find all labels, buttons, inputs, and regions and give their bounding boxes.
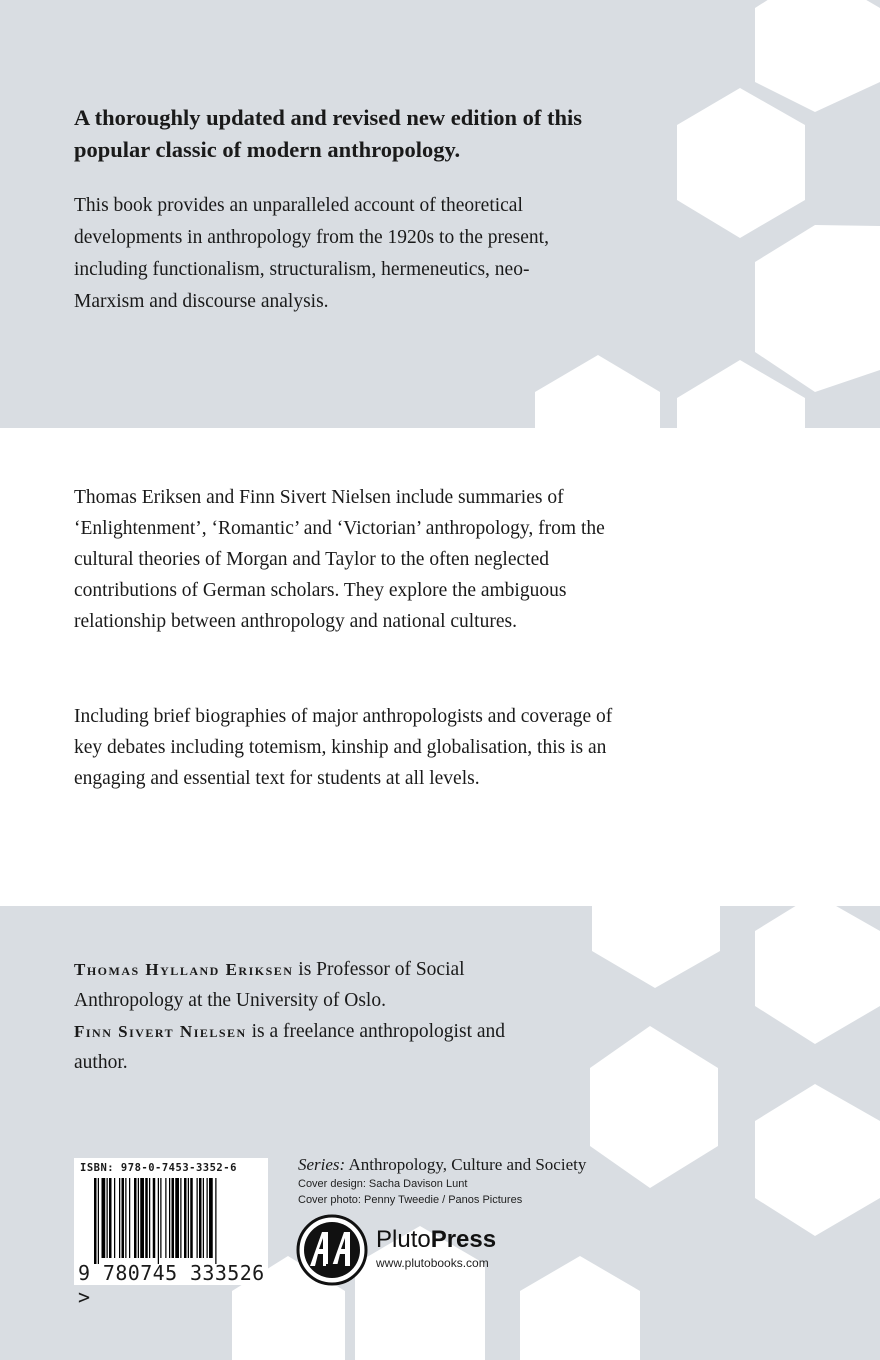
- barcode-bar: [165, 1178, 166, 1258]
- hexagon: [755, 0, 880, 112]
- publisher-url: www.plutobooks.com: [376, 1256, 489, 1270]
- description-paragraph-1: Thomas Eriksen and Finn Sivert Nielsen include summaries of ‘Enlightenment’, ‘Romantic’ and ‘Victorian’ anthropology, from the cultural theories of Morgan and Taylor to the often neglected contributions of German scholars. They explore the ambiguous relationship between anthropology and national cultures.: [74, 487, 605, 632]
- intro-paragraph: This book provides an unparalleled account of theoretical developments in anthropology from the 1920s to the present, including functionalism, structuralism, hermeneutics, neo-Marxism and discourse analysis.: [74, 195, 549, 312]
- cover-photo-credit: Cover photo: Penny Tweedie / Panos Pictures: [298, 1194, 523, 1206]
- barcode-bar: [184, 1178, 187, 1258]
- hexagon: [755, 225, 880, 392]
- barcode-bar: [122, 1178, 125, 1258]
- barcode-bar: [98, 1178, 99, 1264]
- barcode-bar: [160, 1178, 161, 1258]
- hexagon: [592, 906, 720, 988]
- barcode-bar: [94, 1178, 97, 1264]
- barcode-bar: [158, 1178, 159, 1264]
- publisher-name: [376, 1226, 496, 1254]
- barcode-bar: [190, 1178, 193, 1258]
- publisher-wordmark: [376, 1226, 496, 1270]
- barcode-bar: [169, 1178, 170, 1258]
- barcode-bar: [140, 1178, 144, 1258]
- author-1-name: Thomas Hylland Eriksen: [74, 960, 294, 979]
- barcode-bar: [149, 1178, 150, 1258]
- barcode-bar: [175, 1178, 179, 1258]
- barcode-bar: [197, 1178, 198, 1258]
- barcode-bar: [203, 1178, 204, 1258]
- barcode-bar: [114, 1178, 115, 1258]
- cover-design-credit: Cover design: Sacha Davison Lunt: [298, 1178, 468, 1190]
- barcode-bar: [125, 1178, 126, 1258]
- barcode-digits: 9 780745 333526 >: [78, 1261, 265, 1309]
- barcode-bar: [188, 1178, 189, 1258]
- barcode-bar: [153, 1178, 156, 1258]
- author-1-bio: is Professor of Social Anthropology at the University of Oslo.: [74, 959, 465, 1011]
- barcode-bar: [134, 1178, 137, 1258]
- publisher-name-strong: Press: [430, 1226, 497, 1253]
- hexagon: [677, 88, 805, 238]
- pluto-press-logo-icon: [296, 1214, 370, 1286]
- series-info: [298, 1154, 658, 1208]
- series-line: [298, 1154, 658, 1176]
- barcode-bar: [199, 1178, 202, 1258]
- barcode-bar: [209, 1178, 213, 1258]
- description-paragraph-2: Including brief biographies of major anthropologists and coverage of key debates including totemism, kinship and globalisation, this is an engaging and essential text for students at all levels.: [74, 706, 613, 789]
- barcode-bar: [180, 1178, 181, 1258]
- top-band: [0, 0, 880, 428]
- barcode-bar: [172, 1178, 175, 1258]
- hexagon: [535, 355, 660, 428]
- barcode-bar: [119, 1178, 120, 1258]
- author-2-bio: is a freelance anthropologist and author.: [74, 1021, 506, 1073]
- barcode-bar: [138, 1178, 139, 1258]
- series-name: Anthropology, Culture and Society: [345, 1155, 587, 1174]
- author-bios: [74, 954, 534, 1078]
- barcode-bar: [109, 1178, 112, 1258]
- isbn-label: ISBN: 978-0-7453-3352-6: [80, 1162, 237, 1174]
- barcode-bar: [129, 1178, 130, 1258]
- hexagon: [520, 1256, 640, 1360]
- barcode-bar: [145, 1178, 148, 1258]
- barcode-bar: [215, 1178, 216, 1264]
- barcode-bar: [102, 1178, 106, 1258]
- barcode-bar: [207, 1178, 208, 1258]
- hexagon: [755, 1084, 880, 1236]
- headline: A thoroughly updated and revised new edition of this popular classic of modern anthropology.: [74, 105, 583, 162]
- publisher-name-light: Pluto: [376, 1226, 431, 1253]
- series-label: Series:: [298, 1155, 346, 1174]
- hexagon: [755, 906, 880, 1044]
- isbn-barcode: [74, 1158, 268, 1309]
- publisher-logo: [296, 1214, 536, 1286]
- author-2-name: Finn Sivert Nielsen: [74, 1022, 247, 1041]
- barcode-bar: [107, 1178, 108, 1258]
